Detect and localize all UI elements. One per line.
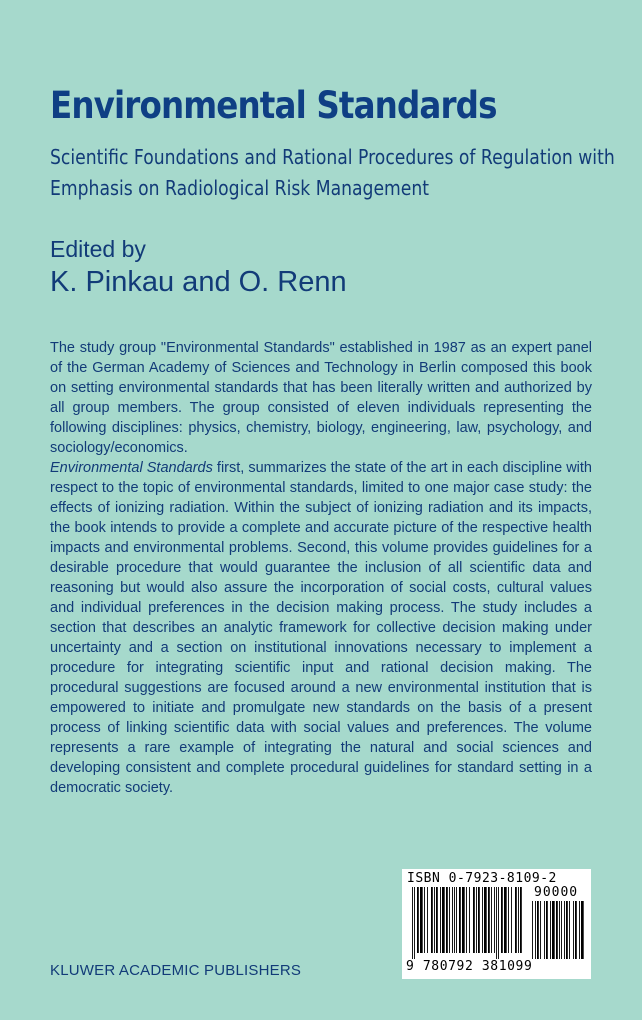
barcode-bar (412, 887, 413, 959)
barcode-bar (452, 887, 453, 953)
barcode-bar (417, 887, 419, 953)
isbn-number: ISBN 0-7923-8109-2 (407, 871, 557, 886)
barcode-addon-bars (532, 901, 586, 959)
barcode-bar (544, 901, 545, 959)
barcode-bar (532, 901, 533, 959)
subtitle-line-1: Scientific Foundations and Rational Procedures of Regulation with (50, 145, 615, 169)
barcode-bar (504, 887, 507, 953)
barcode-bar (552, 901, 555, 959)
barcode-bar (440, 887, 441, 953)
subtitle-line-2: Emphasis on Radiological Risk Management (50, 176, 430, 200)
barcode-bar (449, 887, 450, 953)
barcode-bar (414, 887, 415, 959)
barcode-bar (446, 887, 448, 953)
barcode-bar (420, 887, 423, 953)
barcode-bar (575, 901, 577, 959)
blurb-text (50, 338, 592, 798)
barcode-bar (484, 887, 487, 953)
barcode-bar (476, 887, 477, 953)
blurb-paragraph-2-text: first, summarizes the state of the art in each discipline with respect to the topic of environmental standards, limited to one major case study: the effects of ionizing radiation. Within the subject of ionizing radiation and its impacts, the book intends to provide a complete and accurate picture of the respective health impacts and environmental problems. Second, this volume provides guidelines for a desirable procedure that would guarantee the inclusion of all scientific data and reasoning but would also assure the incorporation of social costs, cultural values and individual preferences in the decision making process. The study includes a section that describes an analytic framework for collective decision making under uncertainty and a section on institutional innovations necessary to implement a procedure for integrating scientific input and rational decision making. The procedural suggestions are focused around a new environmental institution that is empowered to initiate and promulgate new standards on the basis of a present process of linking scientific data with social values and preferences. The volume represents a rare example of integrating the natural and social sciences and developing consistent and complete procedural guidelines for standard setting in a democratic society. (50, 460, 592, 796)
barcode-bar (459, 887, 461, 953)
barcode-bar (442, 887, 445, 953)
barcode-bar (569, 901, 570, 959)
barcode-bar (540, 901, 541, 959)
barcode-bar (491, 887, 492, 953)
blurb-italic-title: Environmental Standards (50, 460, 213, 476)
barcode-bar (496, 887, 497, 959)
barcode-bar (434, 887, 435, 953)
book-subtitle (50, 142, 615, 204)
barcode-bar (482, 887, 483, 953)
barcode-bar (436, 887, 438, 953)
barcode-bar (473, 887, 475, 953)
edited-by-label: Edited by (50, 236, 146, 262)
barcode-bar (462, 887, 465, 953)
barcode-bar (469, 887, 470, 953)
barcode-bar (537, 901, 539, 959)
barcode-bar (579, 901, 580, 959)
blurb-paragraph-1: The study group "Environmental Standards" established in 1987 as an expert panel of the German Academy of Sciences and Technology in Berlin composed this book on setting environmental standards that has been literally written and authorized by all group members. The group consisted of eleven individuals representing the following disciplines: physics, chemistry, biology, engineering, law, psychology, and sociology/economics. (50, 340, 592, 456)
barcode-bar (566, 901, 568, 959)
barcode-bar (456, 887, 457, 953)
barcode-bar (561, 901, 562, 959)
publisher-name: KLUWER ACADEMIC PUBLISHERS (50, 962, 302, 979)
barcode-bar (508, 887, 509, 953)
barcode-bar (573, 901, 574, 959)
barcode-bar (498, 887, 499, 959)
blurb-paragraph-2 (50, 458, 592, 798)
isbn-barcode (402, 869, 591, 979)
barcode-bar (564, 901, 565, 959)
barcode-bar (556, 901, 558, 959)
price-code: 90000 (534, 885, 579, 900)
barcode-bar (488, 887, 490, 953)
barcode-bar (431, 887, 433, 953)
barcode-bar (466, 887, 467, 953)
barcode-bar (535, 901, 536, 959)
ean-digits: 9 780792 381099 (406, 959, 533, 974)
barcode-bar (511, 887, 512, 953)
barcode-bar (494, 887, 495, 953)
barcode-main-bars (412, 887, 524, 959)
barcode-bar (515, 887, 517, 953)
barcode-bar (501, 887, 503, 953)
editors-names: K. Pinkau and O. Renn (50, 266, 347, 298)
barcode-bar (546, 901, 548, 959)
barcode-bar (454, 887, 455, 953)
barcode-bar (478, 887, 480, 953)
barcode-bar (518, 887, 519, 953)
barcode-bar (559, 901, 560, 959)
barcode-bar (520, 887, 522, 953)
barcode-bar (427, 887, 428, 953)
barcode-bar (550, 901, 551, 959)
barcode-bar (424, 887, 425, 953)
book-title: Environmental Standards (50, 84, 497, 127)
barcode-bar (581, 901, 584, 959)
